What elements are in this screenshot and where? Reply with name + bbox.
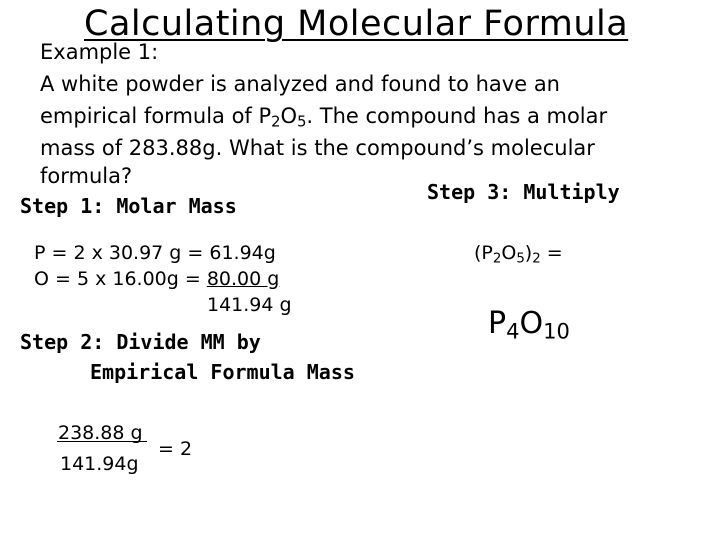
answer-sub: 4 (506, 319, 520, 344)
answer-sub: 10 (543, 319, 570, 344)
formula-element: O (280, 104, 298, 128)
step-3-heading: Step 3: Multiply (427, 180, 620, 204)
expr-sub: 2 (532, 251, 541, 267)
example-label: Example 1: (40, 40, 159, 64)
expr-element: O (501, 242, 517, 264)
step-2-heading-line-2: Empirical Formula Mass (90, 360, 355, 384)
answer-element: O (519, 306, 544, 341)
step-1-oxygen-line (34, 266, 279, 292)
formula-subscript: 2 (271, 113, 281, 131)
problem-line-3: mass of 283.88g. What is the compound’s molecular (40, 136, 595, 160)
oxygen-value: 80.00 g (206, 268, 280, 290)
problem-line-2 (40, 100, 607, 132)
oxygen-calc: O = 5 x 16.00g = (34, 268, 207, 290)
fraction-bar (57, 441, 147, 442)
fraction-numerator: 238.88 g (58, 422, 143, 444)
step-2-heading-line-1: Step 2: Divide MM by (20, 330, 261, 354)
final-answer (488, 306, 570, 344)
problem-line-2-pre: empirical formula of P (40, 104, 272, 128)
step-1-total: 141.94 g (207, 294, 292, 316)
expr-equals: = (540, 242, 563, 264)
formula-subscript: 5 (297, 113, 307, 131)
expr-close: ) (524, 242, 533, 264)
problem-line-4: formula? (40, 164, 133, 188)
step-1-heading: Step 1: Molar Mass (20, 194, 237, 218)
step-3-expression (474, 240, 563, 266)
answer-element: P (488, 306, 507, 341)
expr-sub: 5 (516, 251, 525, 267)
expr-open: (P (474, 242, 493, 264)
fraction-denominator: 141.94g (60, 453, 139, 475)
page-title: Calculating Molecular Formula (84, 4, 629, 44)
problem-line-2-post: . The compound has a molar (306, 104, 608, 128)
problem-line-1: A white powder is analyzed and found to have an (40, 72, 560, 96)
fraction-result: = 2 (158, 438, 193, 460)
expr-sub: 2 (492, 251, 502, 267)
step-1-phosphorus-line: P = 2 x 30.97 g = 61.94g (34, 242, 276, 264)
